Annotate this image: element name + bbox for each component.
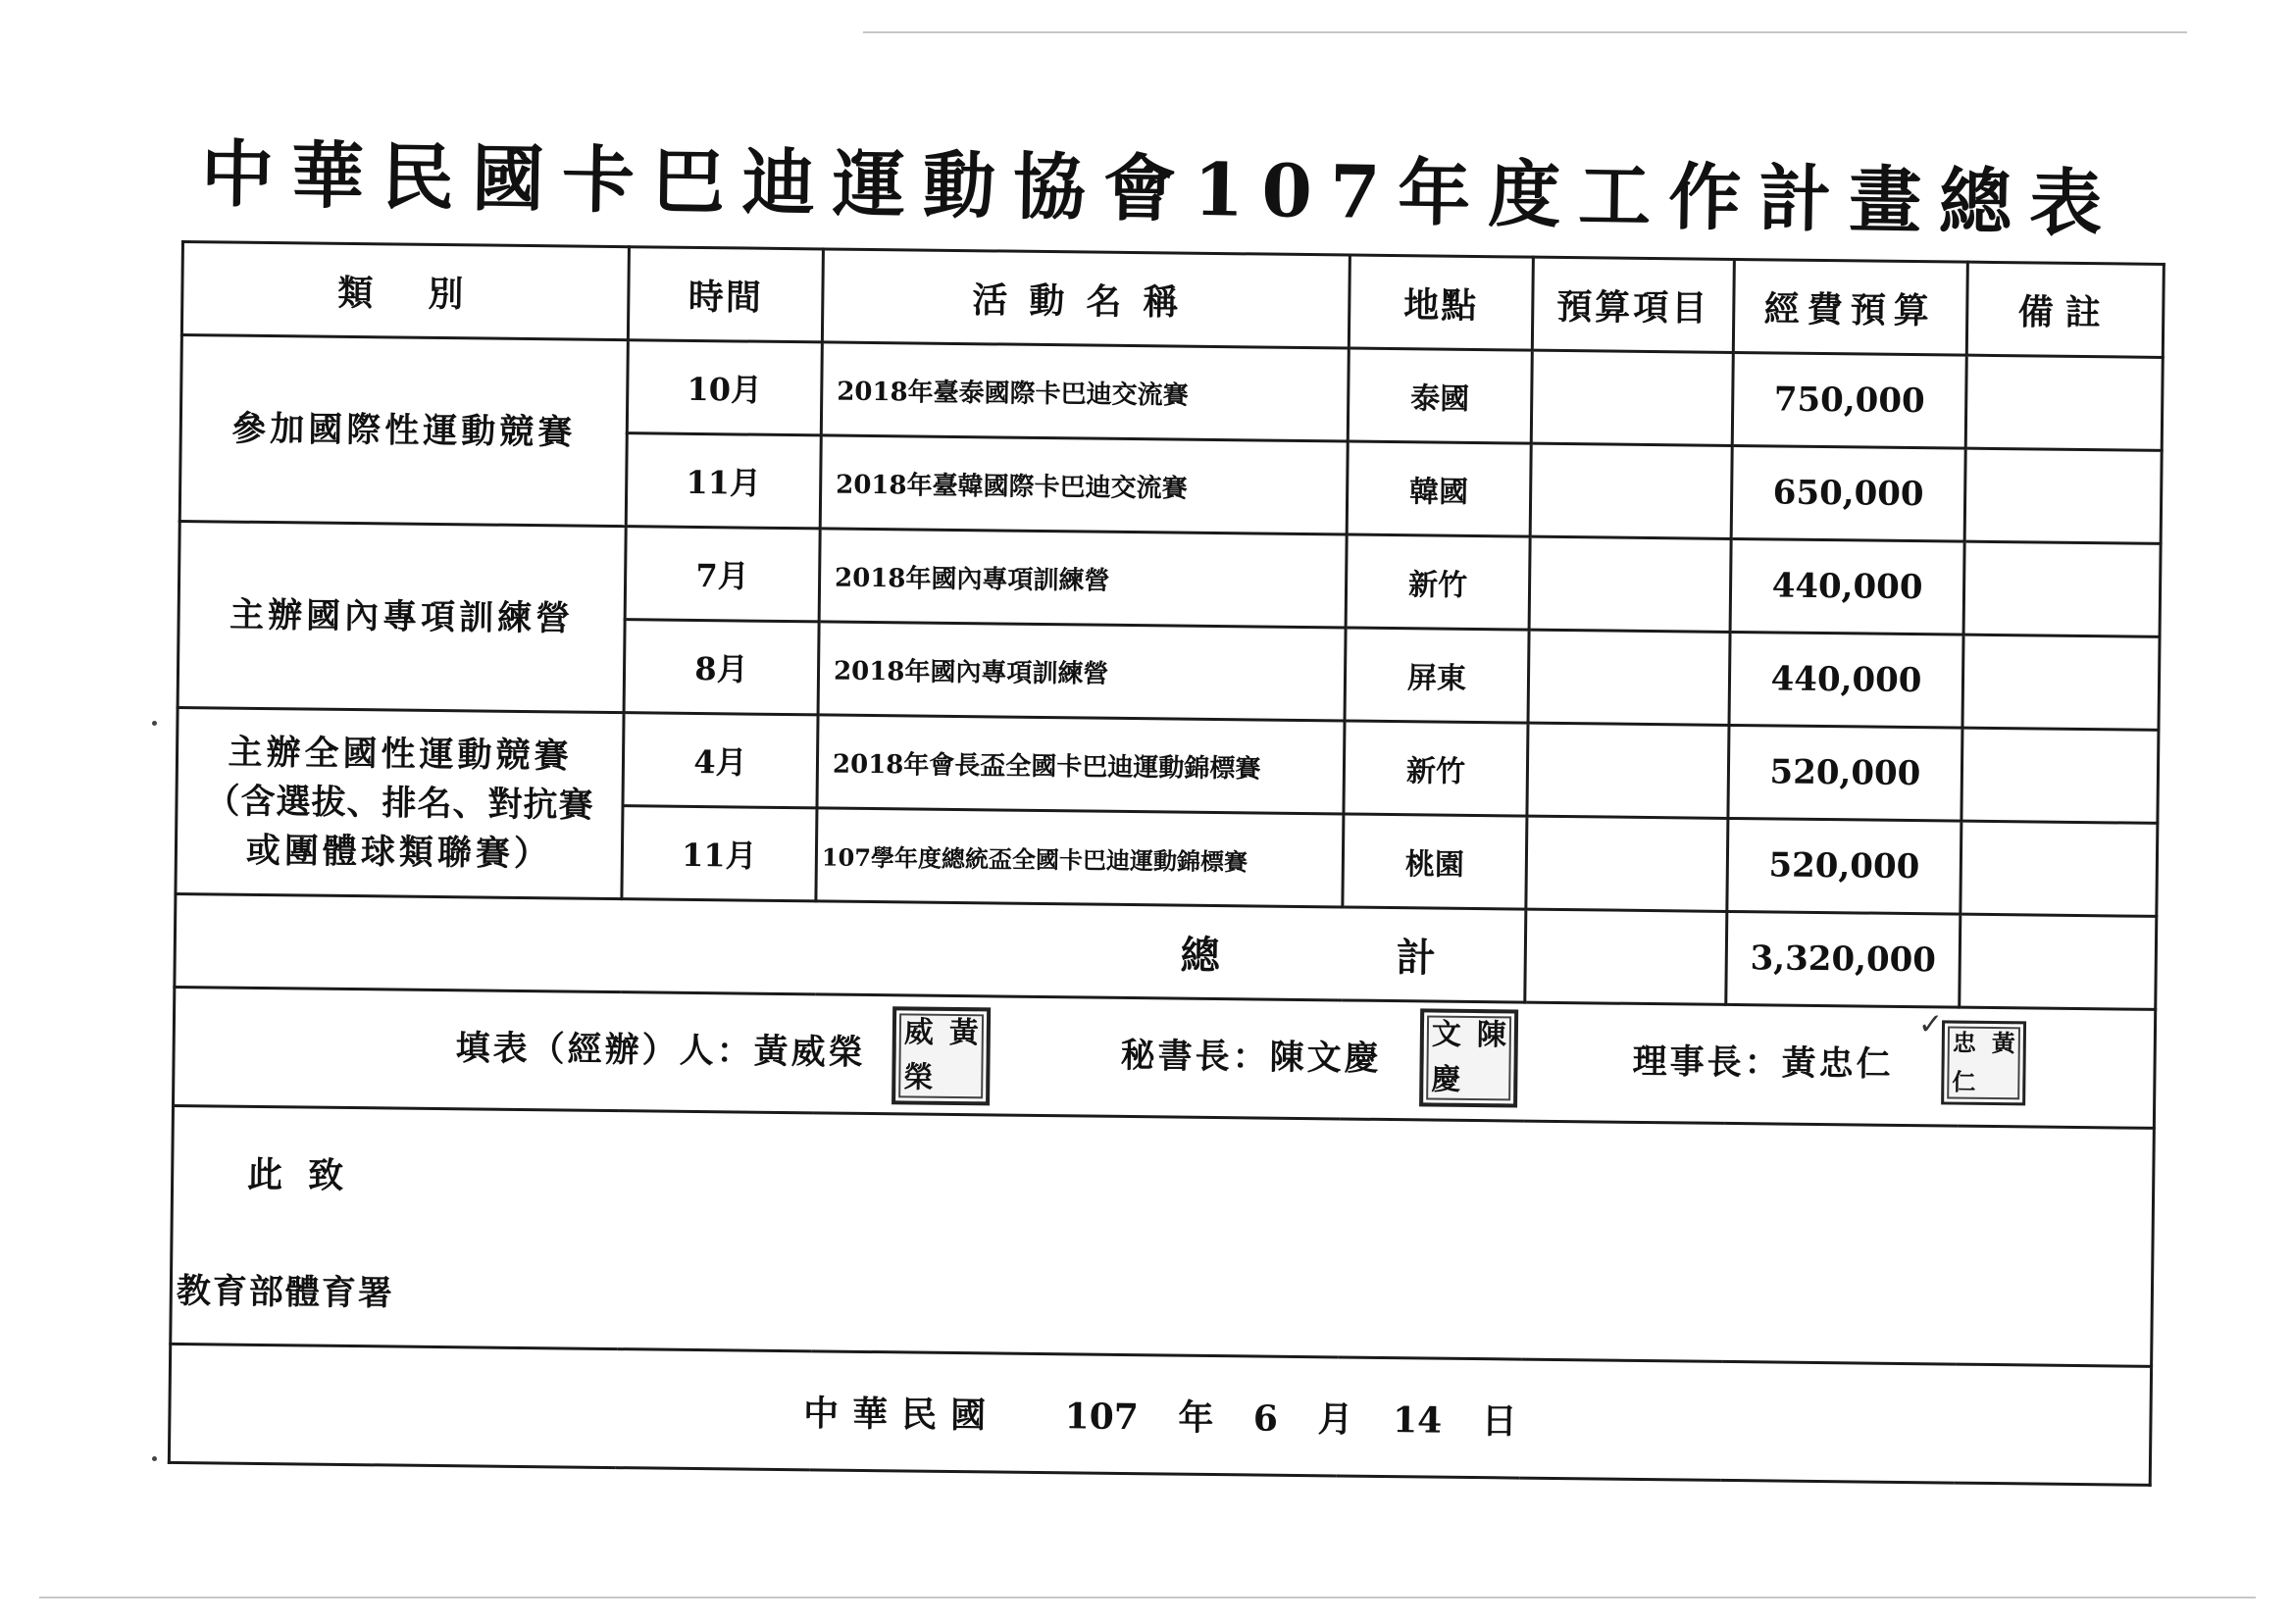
closing-text: 此致: [246, 1153, 370, 1197]
work-plan-table: [168, 240, 2165, 1487]
scan-artifact-top: [863, 31, 2187, 33]
note-cell: [1961, 728, 2159, 823]
note-cell: [1964, 448, 2162, 543]
amount-cell: 440,000: [1730, 538, 1964, 634]
date-cell: [169, 1344, 2151, 1485]
budget-item-cell: [1531, 350, 1733, 445]
date-year-unit: 年: [1178, 1396, 1214, 1439]
budget-item-cell: [1530, 443, 1732, 538]
signature-row: [173, 987, 2155, 1128]
date-row: [169, 1344, 2151, 1485]
total-amount: 3,320,000: [1726, 911, 1961, 1007]
budget-item-cell: [1528, 630, 1730, 725]
budget-item-cell: [1526, 816, 1728, 911]
date-era: 中華民國: [802, 1392, 1000, 1437]
note-cell: [1965, 355, 2163, 450]
location-cell: 泰國: [1348, 348, 1532, 443]
date-month: 6: [1252, 1396, 1279, 1440]
amount-cell: 750,000: [1732, 352, 1966, 448]
location-cell: 桃園: [1343, 814, 1527, 909]
chairman-seal: 忠 黃 仁: [1941, 1020, 2026, 1105]
location-cell: 新竹: [1344, 721, 1528, 816]
activity-cell: 2018年臺泰國際卡巴迪交流賽: [821, 342, 1349, 441]
month-cell: 8月: [624, 620, 819, 715]
header-location: 地點: [1349, 255, 1533, 350]
activity-cell: 107學年度總統盃全國卡巴迪運動錦標賽: [816, 808, 1344, 907]
preparer-seal: 威 黃 榮: [891, 1006, 991, 1105]
signature-cell: [173, 987, 2155, 1128]
document-date: [177, 1379, 2143, 1451]
date-day-unit: 日: [1481, 1399, 1517, 1443]
header-activity: 活動名稱: [822, 249, 1350, 348]
location-cell: 韓國: [1347, 441, 1531, 536]
month-cell: 7月: [625, 527, 820, 622]
scan-dot: [152, 1456, 157, 1461]
secretary-signature: 秘書長：陳文慶: [1120, 1035, 1382, 1079]
date-year: 107: [1064, 1395, 1140, 1438]
note-cell: [1961, 821, 2158, 916]
check-mark: ✓: [1917, 1007, 1944, 1042]
header-budget: 經費預算: [1733, 259, 1967, 355]
category-line: 主辦全國性運動競賽: [228, 732, 573, 777]
budget-item-cell: [1529, 536, 1731, 632]
category-line: 或團體球類聯賽）: [245, 830, 553, 874]
budget-item-cell: [1525, 909, 1727, 1004]
category-cell: 主辦國內專項訓練營: [178, 521, 626, 712]
note-cell: [1962, 634, 2160, 730]
signature-area: [180, 989, 2148, 1127]
month-cell: 10月: [627, 340, 822, 435]
amount-cell: 520,000: [1727, 818, 1961, 914]
amount-cell: 520,000: [1728, 725, 1962, 821]
chairman-signature: 理事長：黃忠仁: [1632, 1040, 1894, 1085]
amount-cell: 650,000: [1731, 445, 1965, 541]
category-cell: 參加國際性運動競賽: [179, 335, 628, 527]
month-cell: 11月: [626, 433, 821, 529]
scan-dot: [152, 721, 157, 726]
date-month-unit: 月: [1317, 1397, 1353, 1441]
category-cell: [176, 707, 624, 898]
category-line: （含選拔、排名、對抗賽: [205, 780, 594, 826]
amount-cell: 440,000: [1729, 632, 1963, 728]
header-note: 備註: [1966, 262, 2164, 357]
secretary-seal: 文 陳 慶: [1419, 1008, 1518, 1107]
preparer-signature: 填表（經辦）人：黃威榮: [455, 1028, 866, 1073]
total-label: 總 計: [175, 893, 1526, 1002]
header-budget-item: 預算項目: [1532, 257, 1734, 352]
month-cell: 4月: [623, 713, 818, 808]
closing-cell: [171, 1105, 2155, 1366]
note-cell: [1960, 914, 2157, 1009]
location-cell: 新竹: [1346, 534, 1530, 630]
recipient-text: 教育部體育署: [176, 1271, 395, 1314]
page-title: 中華民國卡巴迪運動協會107年度工作計畫總表: [200, 132, 2120, 247]
location-cell: 屏東: [1345, 628, 1529, 723]
month-cell: 11月: [622, 806, 817, 901]
activity-cell: 2018年會長盃全國卡巴迪運動錦標賽: [817, 715, 1345, 814]
header-time: 時間: [628, 247, 823, 342]
work-plan-sheet: [167, 240, 2162, 1518]
activity-cell: 2018年國內專項訓練營: [818, 622, 1346, 721]
activity-cell: 2018年國內專項訓練營: [819, 529, 1347, 628]
activity-cell: 2018年臺韓國際卡巴迪交流賽: [820, 435, 1348, 534]
header-category: 類 別: [181, 242, 629, 340]
scan-artifact-bottom: [39, 1597, 2256, 1599]
note-cell: [1963, 541, 2161, 636]
date-day: 14: [1392, 1398, 1443, 1442]
budget-item-cell: [1527, 723, 1729, 818]
closing-row: [171, 1105, 2155, 1366]
